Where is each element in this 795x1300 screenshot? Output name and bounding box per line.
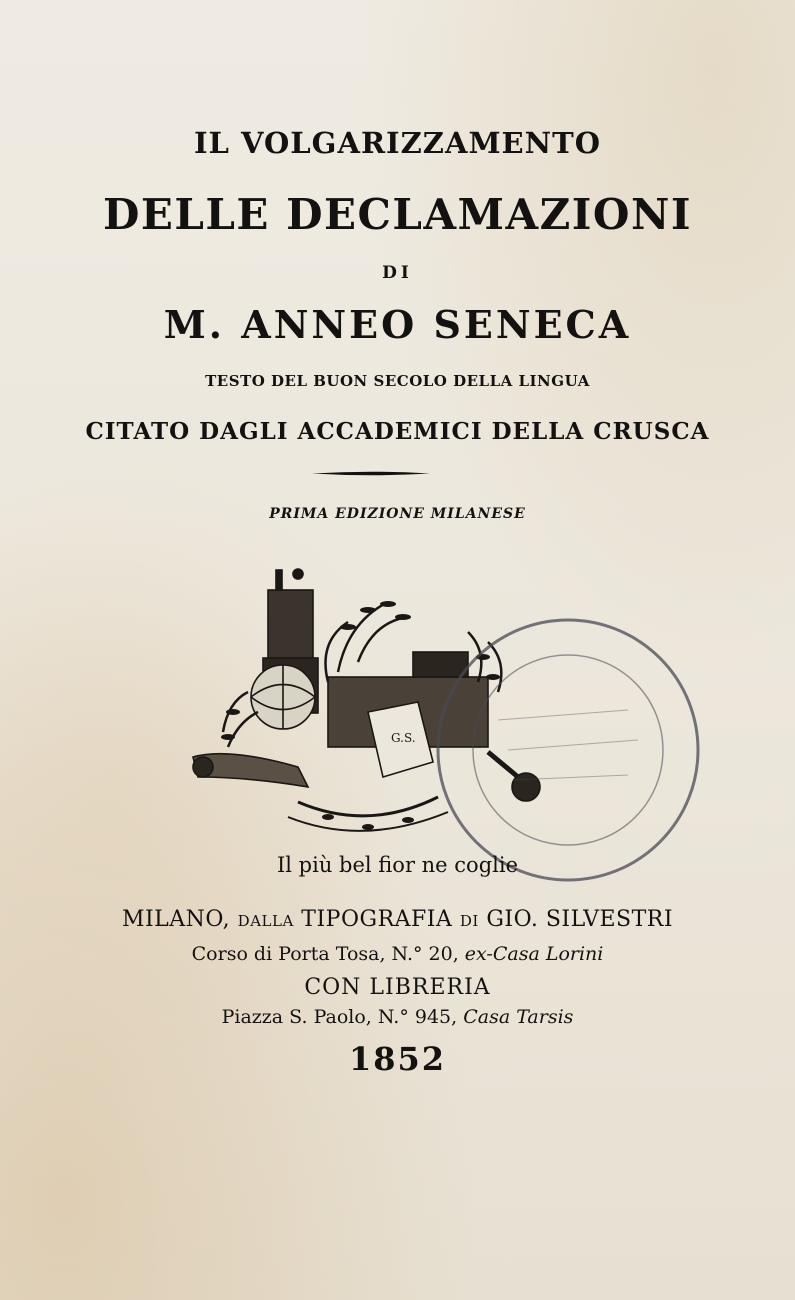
address-line-2: [0, 1006, 795, 1028]
title-line-2: DELLE DECLAMAZIONI: [102, 190, 693, 239]
address-1-main: Corso di Porta Tosa, N.° 20,: [191, 943, 459, 965]
subtitle-line-2: CITATO DAGLI ACCADEMICI DELLA CRUSCA: [85, 418, 710, 445]
ornamental-rule: [312, 471, 430, 476]
title-di: DI: [382, 263, 413, 283]
subtitle-line-1: TESTO DEL BUON SECOLO DELLA LINGUA: [205, 372, 590, 390]
title-line-1: IL VOLGARIZZAMENTO: [193, 126, 602, 160]
address-1-italic: ex-Casa Lorini: [464, 943, 604, 965]
address-2-italic: Casa Tarsis: [463, 1006, 574, 1028]
motto: Il più bel fior ne coglie: [276, 853, 518, 877]
imprint-line: [0, 907, 795, 932]
address-2-main: Piazza S. Paolo, N.° 945,: [221, 1006, 458, 1028]
author-name: M. ANNEO SENECA: [163, 302, 632, 347]
imprint-printer: GIO. SILVESTRI: [486, 907, 674, 932]
library-stamp: [428, 610, 708, 890]
imprint-city: MILANO,: [121, 907, 231, 932]
imprint-di: DI: [459, 912, 479, 930]
edition-statement: PRIMA EDIZIONE MILANESE: [269, 506, 526, 522]
publication-year: 1852: [348, 1040, 447, 1078]
vignette-monogram: G.S.: [391, 731, 416, 745]
imprint-dalla: DALLA: [237, 912, 294, 930]
address-line-1: [0, 943, 795, 965]
imprint-tipografia: TIPOGRAFIA: [301, 907, 453, 932]
con-libreria: CON LIBRERIA: [304, 975, 491, 1000]
